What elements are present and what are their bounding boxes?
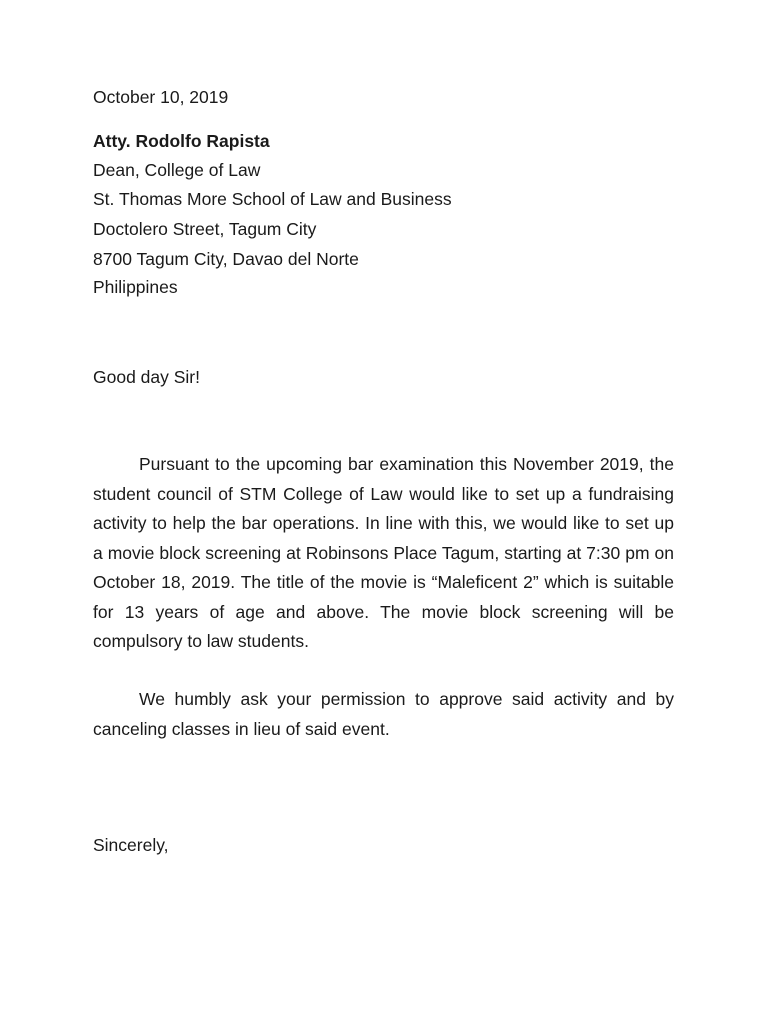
recipient-school: St. Thomas More School of Law and Business xyxy=(93,189,452,209)
body-paragraph-2 xyxy=(93,685,674,744)
body-paragraph-1 xyxy=(93,450,674,657)
recipient-city: 8700 Tagum City, Davao del Norte xyxy=(93,249,359,269)
body-paragraph-2-text: We humbly ask your permission to approve said activity and by canceling classes in lieu of said event. xyxy=(93,689,674,739)
letter-date: October 10, 2019 xyxy=(93,87,229,107)
recipient-street: Doctolero Street, Tagum City xyxy=(93,219,317,239)
letter-greeting: Good day Sir! xyxy=(93,367,200,387)
recipient-name: Atty. Rodolfo Rapista xyxy=(93,131,270,151)
letter-closing: Sincerely, xyxy=(93,835,169,855)
recipient-country: Philippines xyxy=(93,277,178,297)
body-paragraph-1-text: Pursuant to the upcoming bar examination this November 2019, the student council of STM College of Law would like to set up a fundraising activity to help the bar operations. In line with this, we would like to set up a movie block screening at Robinsons Place Tagum, starting at 7:30 pm on October 18, 2019. The title of the movie is “Maleficent 2” which is suitable for 13 years of age and above. The movie block screening will be compulsory to law students. xyxy=(93,454,674,651)
recipient-title: Dean, College of Law xyxy=(93,160,261,180)
